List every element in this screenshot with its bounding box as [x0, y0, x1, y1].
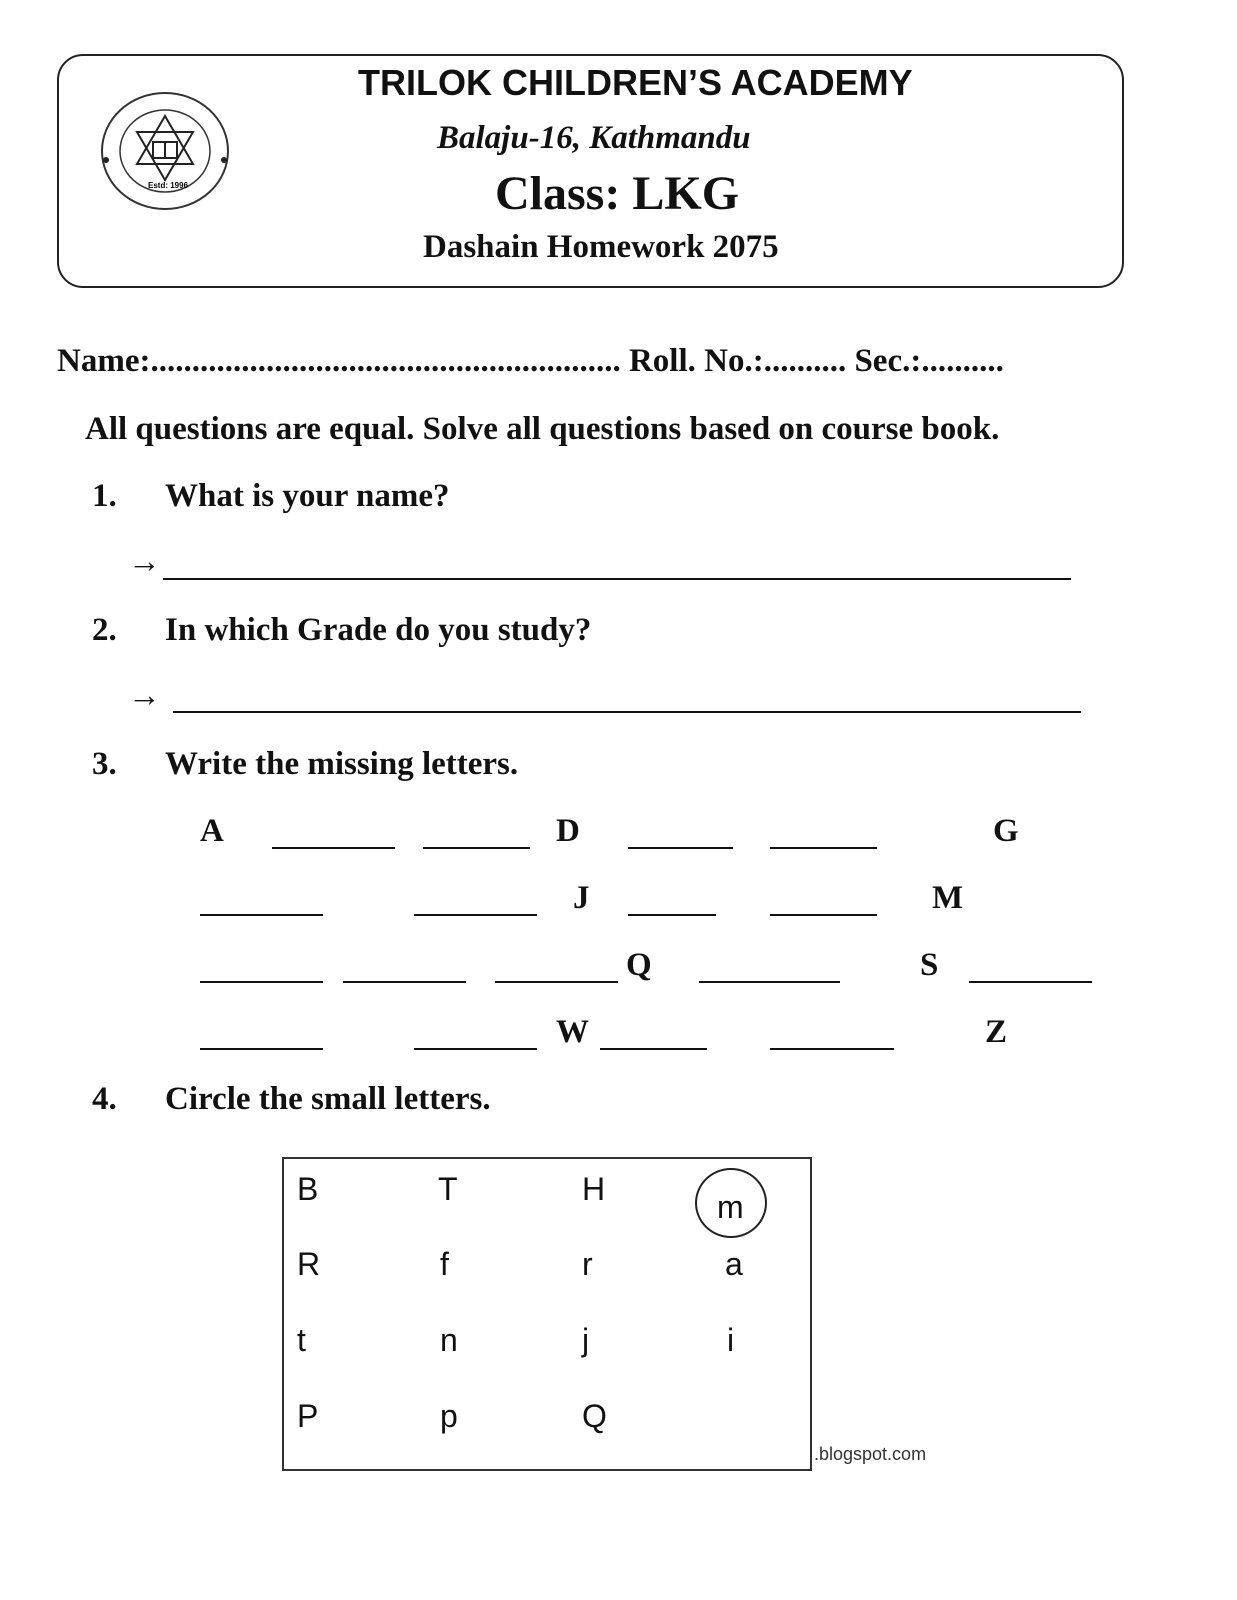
grid-letter[interactable]: j	[582, 1322, 590, 1358]
instruction: All questions are equal. Solve all questions based on course book.	[85, 411, 1000, 447]
letter-blank[interactable]	[423, 847, 530, 849]
homework-title: Dashain Homework 2075	[423, 229, 779, 265]
question-text: Circle the small letters.	[165, 1081, 491, 1117]
grid-letter[interactable]: t	[297, 1322, 306, 1358]
grid-letter[interactable]: f	[440, 1246, 449, 1282]
letter-blank[interactable]	[699, 981, 840, 983]
letter: D	[556, 813, 580, 849]
svg-text:Estd: 1996: Estd: 1996	[148, 181, 189, 190]
grid-letter[interactable]: a	[725, 1246, 743, 1282]
student-info-fields[interactable]: Name:......................................................... Roll. No.:.......... Sec.:..........	[57, 343, 1004, 379]
question-text: In which Grade do you study?	[165, 612, 592, 648]
question-number: 4.	[92, 1081, 117, 1117]
grid-letter[interactable]: r	[582, 1246, 593, 1282]
letter-blank[interactable]	[770, 847, 877, 849]
answer-line[interactable]	[163, 578, 1071, 580]
letter-blank[interactable]	[770, 1048, 894, 1050]
question-text: What is your name?	[165, 478, 450, 514]
letter-blank[interactable]	[200, 914, 323, 916]
letter: A	[200, 813, 224, 849]
letter-blank[interactable]	[628, 847, 733, 849]
question-number: 1.	[92, 478, 117, 514]
grid-letter[interactable]: i	[727, 1322, 735, 1358]
grid-letter[interactable]: H	[582, 1171, 606, 1207]
grid-letter[interactable]: n	[440, 1322, 458, 1358]
grid-letter[interactable]: T	[438, 1171, 458, 1207]
question-text: Write the missing letters.	[165, 746, 519, 782]
letter-blank[interactable]	[969, 981, 1092, 983]
letter: J	[573, 880, 590, 916]
answer-line[interactable]	[173, 711, 1081, 713]
arrow-icon: →	[128, 544, 161, 580]
arrow-icon: →	[128, 678, 161, 714]
letter: G	[993, 813, 1019, 849]
letter: Z	[985, 1014, 1008, 1050]
grid-letter[interactable]: B	[297, 1171, 319, 1207]
letter-blank[interactable]	[272, 847, 395, 849]
grid-letter[interactable]: P	[297, 1398, 319, 1434]
letter: M	[932, 880, 964, 916]
class-label: Class: LKG	[495, 167, 740, 220]
letter-blank[interactable]	[600, 1048, 707, 1050]
letter-blank[interactable]	[414, 914, 537, 916]
watermark: .blogspot.com	[814, 1444, 927, 1464]
letter-blank[interactable]	[200, 1048, 323, 1050]
question-number: 2.	[92, 612, 117, 648]
letter-blank[interactable]	[414, 1048, 537, 1050]
question-number: 3.	[92, 746, 117, 782]
grid-letter[interactable]: R	[297, 1246, 321, 1282]
grid-letter[interactable]: m	[717, 1189, 744, 1225]
school-address: Balaju-16, Kathmandu	[437, 120, 751, 156]
letter-blank[interactable]	[770, 914, 877, 916]
school-logo	[98, 88, 232, 214]
letter: Q	[626, 947, 652, 983]
grid-letter[interactable]: p	[440, 1398, 458, 1434]
letter-blank[interactable]	[495, 981, 618, 983]
letter-blank[interactable]	[628, 914, 716, 916]
letter-blank[interactable]	[200, 981, 323, 983]
letter-blank[interactable]	[343, 981, 466, 983]
letter: W	[556, 1014, 589, 1050]
grid-letter[interactable]: Q	[582, 1398, 607, 1434]
school-name: TRILOK CHILDREN’S ACADEMY	[358, 62, 913, 103]
letter: S	[920, 947, 939, 983]
